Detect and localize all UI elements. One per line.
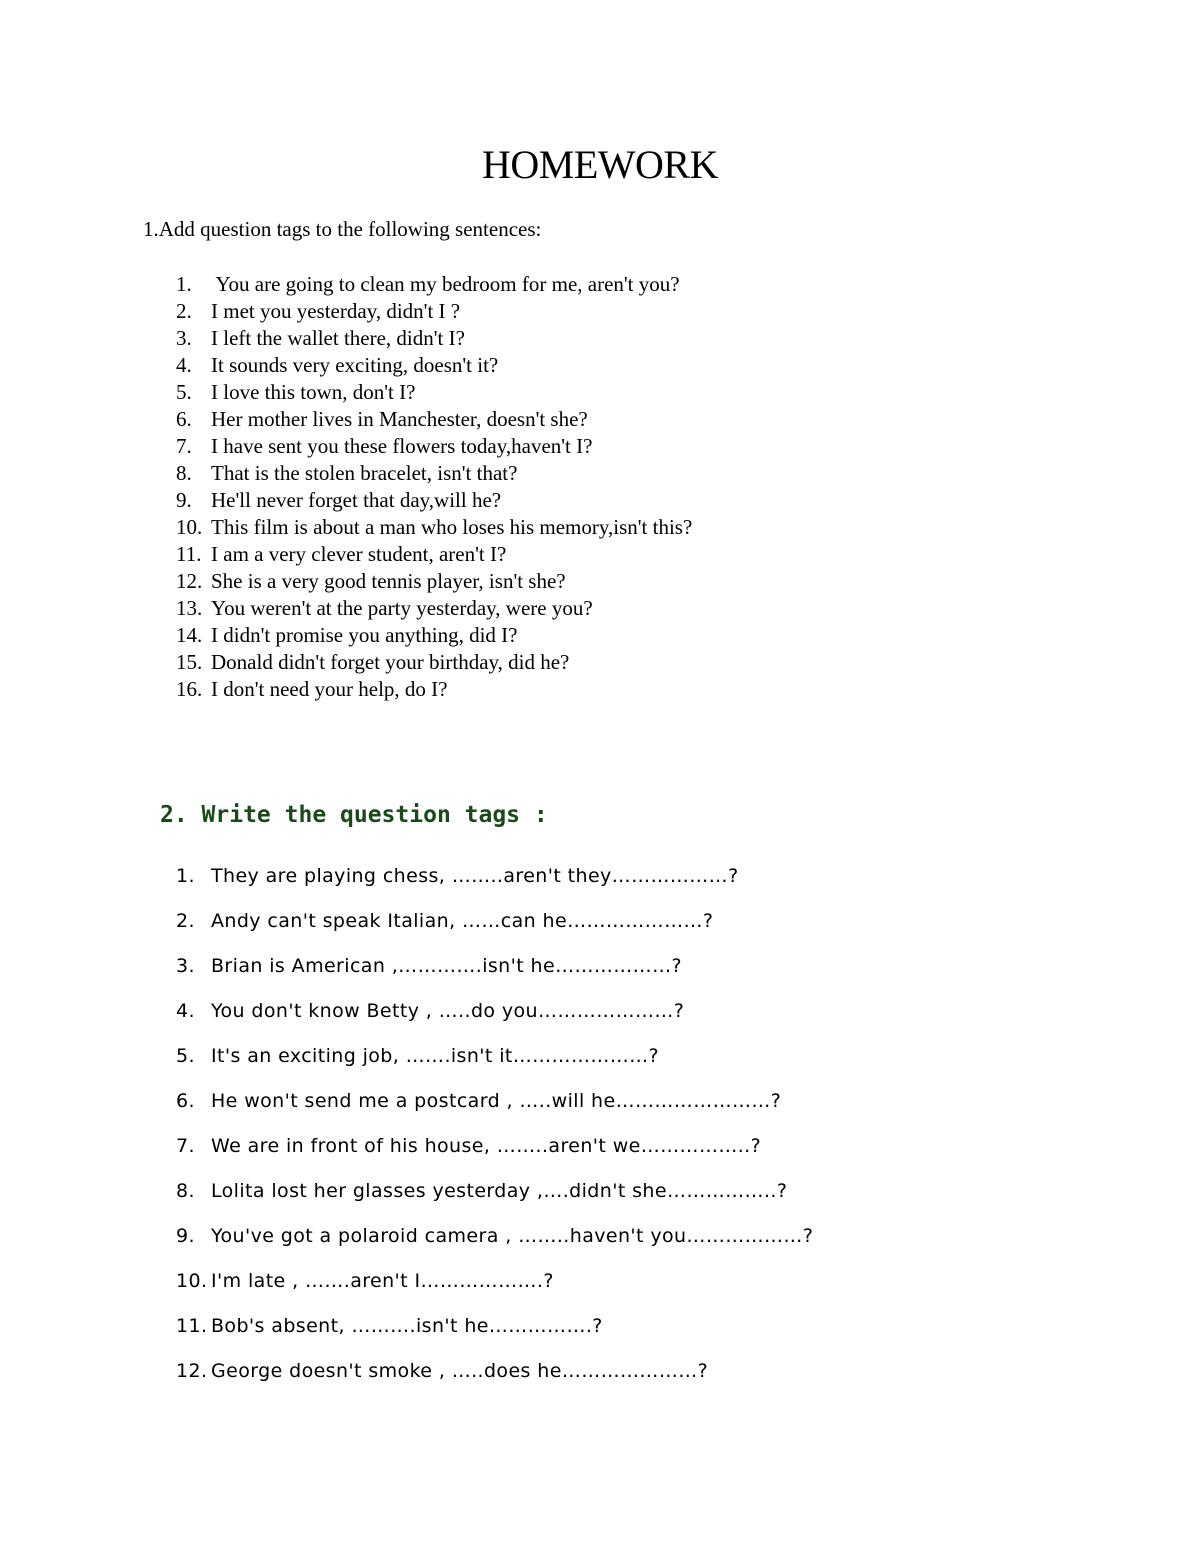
item-text: He won't send me a postcard , …..will he……………………?	[211, 1090, 782, 1112]
item-text: It sounds very exciting, doesn't it?	[211, 353, 499, 377]
item-text: I didn't promise you anything, did I?	[211, 623, 518, 647]
item-number: 8.	[176, 461, 192, 485]
item-text: You weren't at the party yesterday, were you?	[211, 596, 593, 620]
item-text: Her mother lives in Manchester, doesn't she?	[211, 407, 588, 431]
item-number: 7.	[176, 1135, 195, 1157]
item-text: You are going to clean my bedroom for me, aren't you?	[211, 272, 680, 296]
item-number: 12.	[176, 1360, 208, 1382]
item-number: 6.	[176, 407, 192, 431]
item-number: 10.	[176, 1270, 208, 1292]
item-text: It's an exciting job, …….isn't it…………………?	[211, 1045, 660, 1067]
item-text: I love this town, don't I?	[211, 380, 416, 404]
item-text: Bob's absent, ……….isn't he…………….?	[211, 1315, 603, 1337]
item-number: 16.	[176, 677, 203, 701]
item-text: Lolita lost her glasses yesterday ,….didn't she……………..?	[211, 1180, 788, 1202]
item-text: You don't know Betty , …..do you…………………?	[211, 1000, 685, 1022]
section1-heading: 1.Add question tags to the following sentences:	[143, 217, 542, 241]
item-text: Andy can't speak Italian, ……can he…………………?	[211, 910, 714, 932]
item-text: I'm late , …….aren't I……………….?	[211, 1270, 554, 1292]
item-number: 8.	[176, 1180, 195, 1202]
item-number: 4.	[176, 1000, 195, 1022]
item-text: I left the wallet there, didn't I?	[211, 326, 465, 350]
item-text: George doesn't smoke , …..does he…………………?	[211, 1360, 709, 1382]
item-number: 3.	[176, 326, 192, 350]
item-number: 13.	[176, 596, 203, 620]
item-number: 3.	[176, 955, 195, 977]
item-text: I am a very clever student, aren't I?	[211, 542, 507, 566]
item-text: They are playing chess, ……..aren't they………………?	[211, 865, 739, 887]
item-number: 4.	[176, 353, 192, 377]
item-number: 14.	[176, 623, 203, 647]
item-number: 5.	[176, 1045, 195, 1067]
item-text: Donald didn't forget your birthday, did he?	[211, 650, 570, 674]
item-number: 10.	[176, 515, 203, 539]
item-number: 2.	[176, 299, 192, 323]
item-number: 11.	[176, 542, 202, 566]
item-text: This film is about a man who loses his memory,isn't this?	[211, 515, 693, 539]
item-text: She is a very good tennis player, isn't she?	[211, 569, 566, 593]
item-number: 11.	[176, 1315, 208, 1337]
item-text: I have sent you these flowers today,haven't I?	[211, 434, 593, 458]
item-number: 6.	[176, 1090, 195, 1112]
item-number: 1.	[176, 865, 195, 887]
item-number: 5.	[176, 380, 192, 404]
item-text: We are in front of his house, ……..aren't we……………..?	[211, 1135, 762, 1157]
item-number: 1.	[176, 272, 192, 296]
item-text: I don't need your help, do I?	[211, 677, 448, 701]
item-number: 9.	[176, 488, 192, 512]
item-text: That is the stolen bracelet, isn't that?	[211, 461, 518, 485]
item-text: He'll never forget that day,will he?	[211, 488, 502, 512]
item-number: 7.	[176, 434, 192, 458]
item-text: You've got a polaroid camera , ……..haven't you………………?	[211, 1225, 814, 1247]
item-number: 15.	[176, 650, 203, 674]
item-text: I met you yesterday, didn't I ?	[211, 299, 461, 323]
section2-heading: 2. Write the question tags :	[160, 802, 548, 828]
item-number: 9.	[176, 1225, 195, 1247]
item-number: 12.	[176, 569, 203, 593]
item-number: 2.	[176, 910, 195, 932]
item-text: Brian is American ,………….isn't he………………?	[211, 955, 682, 977]
page-title: HOMEWORK	[482, 142, 718, 187]
